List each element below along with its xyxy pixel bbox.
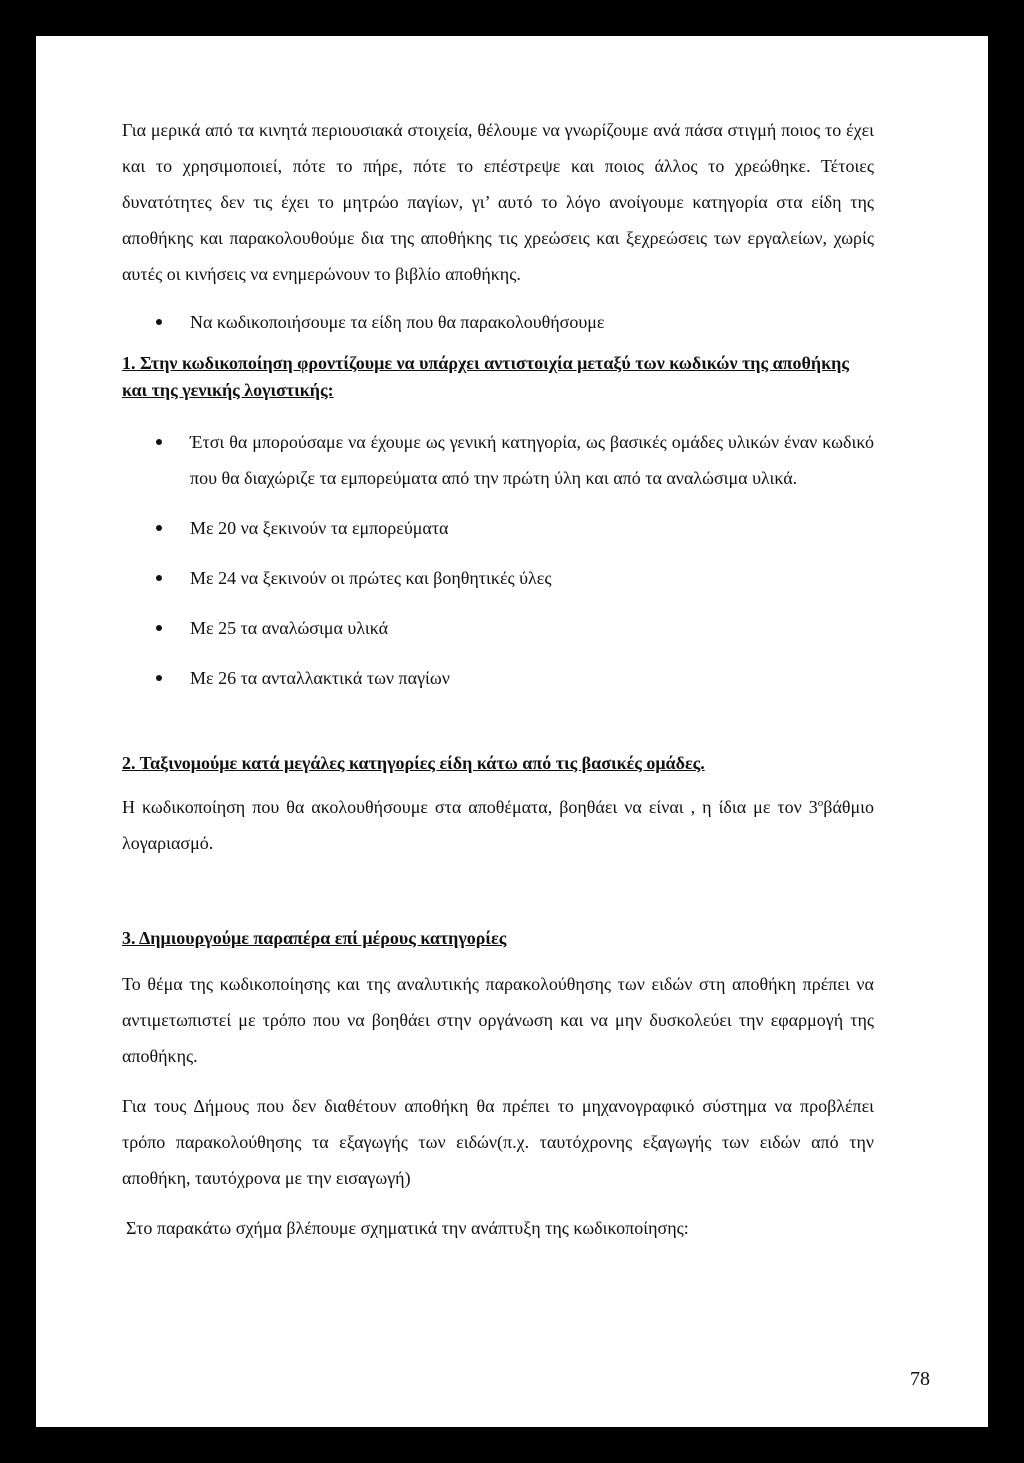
bullet-item-code-20: Με 20 να ξεκινούν τα εμπορεύματα	[122, 510, 874, 546]
section-heading-2: 2. Ταξινομούμε κατά μεγάλες κατηγορίες είδη κάτω από τις βασικές ομάδες.	[122, 753, 705, 773]
paragraph-2	[122, 789, 874, 861]
paragraph-3c: Στο παρακάτω σχήμα βλέπουμε σχηματικά την ανάπτυξη της κωδικοποίησης:	[126, 1218, 689, 1238]
page-content	[122, 112, 874, 1246]
paragraph-2-text: Η κωδικοποίηση που θα ακολουθήσουμε στα αποθέματα, βοηθάει να είναι , η ίδια με τον 3	[122, 797, 818, 817]
paragraph-3a: Το θέμα της κωδικοποίησης και της αναλυτικής παρακολούθησης των ειδών στη αποθήκη πρέπει να αντιμετωπιστεί με τρόπο που να βοηθάει στην οργάνωση και να μην δυσκολεύει την εφαρμογή της αποθήκης.	[122, 974, 874, 1066]
bullet-list-codes	[122, 424, 874, 696]
bullet-item-code-24: Με 24 να ξεκινούν οι πρώτες και βοηθητικές ύλες	[122, 560, 874, 596]
page-number: 78	[910, 1368, 930, 1390]
bullet-item-code-26: Με 26 τα ανταλλακτικά των παγίων	[122, 660, 874, 696]
bullet-codify-items: Να κωδικοποιήσουμε τα είδη που θα παρακολουθήσουμε	[122, 304, 874, 340]
paragraph-2-text-end: βάθμιο λογαριασμό.	[122, 797, 874, 853]
bullet-item-general-category: Έτσι θα μπορούσαμε να έχουμε ως γενική κατηγορία, ως βασικές ομάδες υλικών έναν κωδικό που θα διαχώριζε τα εμπορεύματα από την πρώτη ύλη και από τα αναλώσιμα υλικά.	[122, 424, 874, 496]
bullet-item-code-25: Με 25 τα αναλώσιμα υλικά	[122, 610, 874, 646]
intro-paragraph: Για μερικά από τα κινητά περιουσιακά στοιχεία, θέλουμε να γνωρίζουμε ανά πάσα στιγμή ποιος το έχει και το χρησιμοποιεί, πότε το πήρε, πότε το επέστρεψε και ποιος άλλος το χρεώθηκε. Τέτοιες δυνατότητες δεν τις έχει το μητρώο παγίων, γι’ αυτό το λόγο ανοίγουμε κατηγορία στα είδη της αποθήκης και παρακολουθούμε δια της αποθήκης τις χρεώσεις και ξεχρεώσεις των εργαλείων, χωρίς αυτές οι κινήσεις να ενημερώνουν το βιβλίο αποθήκης.	[122, 120, 874, 284]
section-heading-1: 1. Στην κωδικοποίηση φροντίζουμε να υπάρχει αντιστοιχία μεταξύ των κωδικών της αποθήκης και της γενικής λογιστικής:	[122, 353, 849, 400]
section-heading-3: 3. Δημιουργούμε παραπέρα επί μέρους κατηγορίες	[122, 928, 507, 948]
document-page	[36, 36, 988, 1427]
paragraph-2-superscript: ο	[817, 797, 824, 809]
paragraph-3b: Για τους Δήμους που δεν διαθέτουν αποθήκη θα πρέπει το μηχανογραφικό σύστημα να προβλέπει τρόπο παρακολούθησης τα εξαγωγής των ειδών(π.χ. ταυτόχρονης εξαγωγής των ειδών από την αποθήκη, ταυτόχρονα με την εισαγωγή)	[122, 1096, 874, 1188]
